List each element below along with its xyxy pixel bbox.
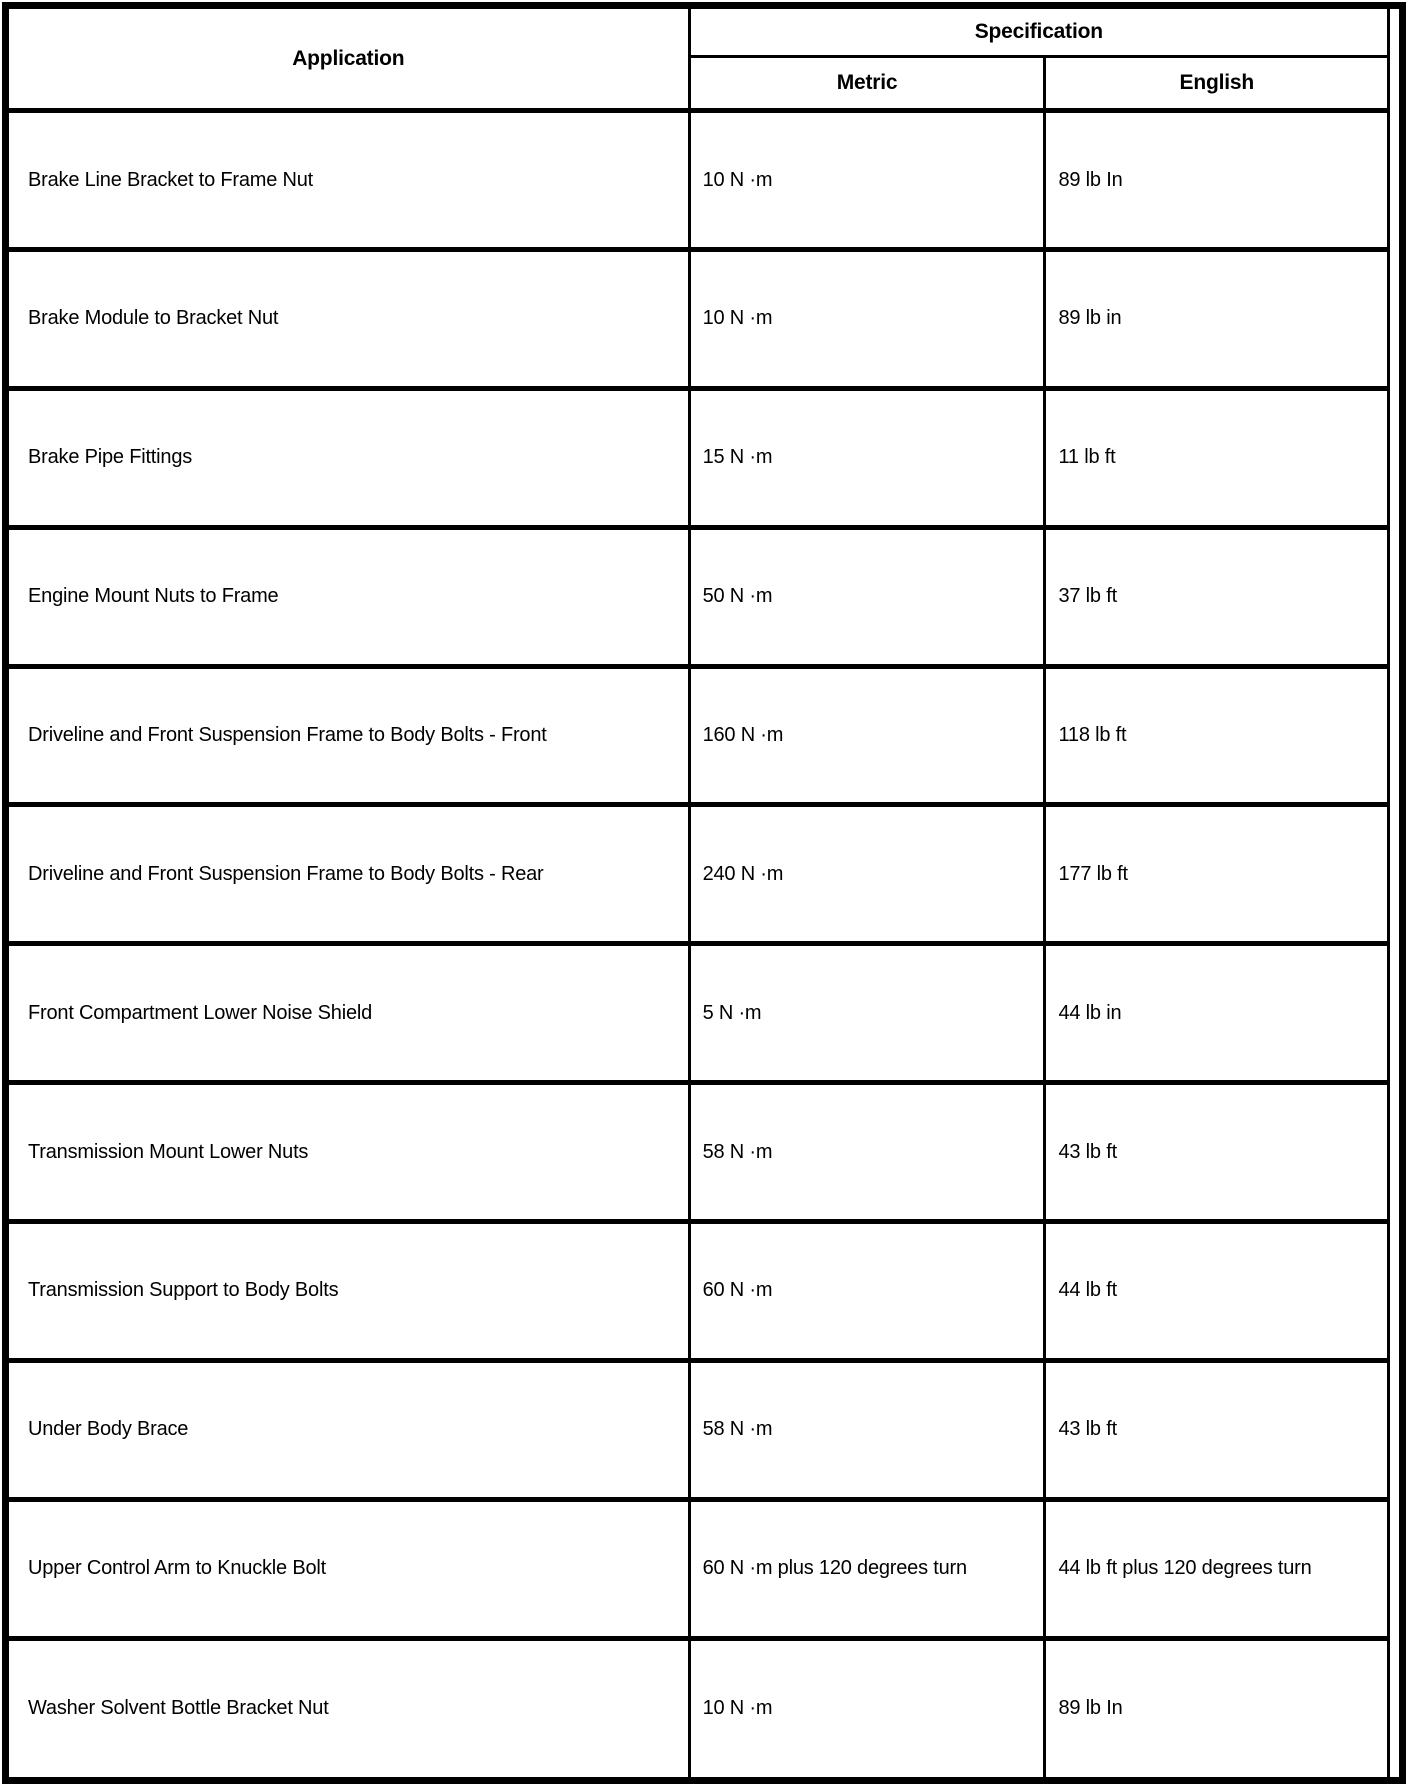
header-row-top [9,9,1389,56]
metric-cell: 5 N ·m [689,944,1045,1083]
application-cell: Brake Pipe Fittings [9,388,689,527]
table-row [9,388,1389,527]
english-cell: 43 lb ft [1045,1083,1389,1222]
metric-cell: 60 N ·m plus 120 degrees turn [689,1499,1045,1638]
application-cell: Transmission Support to Body Bolts [9,1221,689,1360]
metric-cell: 58 N ·m [689,1083,1045,1222]
application-cell: Engine Mount Nuts to Frame [9,527,689,666]
application-cell: Under Body Brace [9,1360,689,1499]
metric-cell: 10 N ·m [689,249,1045,388]
table-row [9,1499,1389,1638]
english-cell: 89 lb in [1045,249,1389,388]
table-row [9,666,1389,805]
table-row [9,944,1389,1083]
table-row [9,527,1389,666]
metric-header: Metric [689,56,1045,110]
application-cell: Transmission Mount Lower Nuts [9,1083,689,1222]
application-cell: Brake Line Bracket to Frame Nut [9,111,689,250]
english-cell: 118 lb ft [1045,666,1389,805]
metric-cell: 10 N ·m [689,1638,1045,1777]
specification-header: Specification [689,9,1388,56]
english-cell: 43 lb ft [1045,1360,1389,1499]
application-cell: Brake Module to Bracket Nut [9,249,689,388]
application-cell: Driveline and Front Suspension Frame to Body Bolts - Rear [9,805,689,944]
table-row [9,805,1389,944]
application-cell: Washer Solvent Bottle Bracket Nut [9,1638,689,1777]
table-row [9,111,1389,250]
table-row [9,1638,1389,1777]
metric-cell: 58 N ·m [689,1360,1045,1499]
table-row [9,249,1389,388]
english-cell: 44 lb ft [1045,1221,1389,1360]
table-row [9,1221,1389,1360]
application-cell: Driveline and Front Suspension Frame to Body Bolts - Front [9,666,689,805]
application-header: Application [9,9,689,111]
english-cell: 44 lb in [1045,944,1389,1083]
metric-cell: 10 N ·m [689,111,1045,250]
metric-cell: 240 N ·m [689,805,1045,944]
page-frame [2,2,1406,1784]
metric-cell: 15 N ·m [689,388,1045,527]
table-row [9,1360,1389,1499]
metric-cell: 60 N ·m [689,1221,1045,1360]
english-cell: 11 lb ft [1045,388,1389,527]
application-cell: Front Compartment Lower Noise Shield [9,944,689,1083]
english-cell: 89 lb In [1045,1638,1389,1777]
table-row [9,1083,1389,1222]
english-cell: 89 lb In [1045,111,1389,250]
english-cell: 37 lb ft [1045,527,1389,666]
english-header: English [1045,56,1389,110]
metric-cell: 160 N ·m [689,666,1045,805]
application-cell: Upper Control Arm to Knuckle Bolt [9,1499,689,1638]
english-cell: 44 lb ft plus 120 degrees turn [1045,1499,1389,1638]
torque-spec-table [9,9,1390,1777]
english-cell: 177 lb ft [1045,805,1389,944]
metric-cell: 50 N ·m [689,527,1045,666]
